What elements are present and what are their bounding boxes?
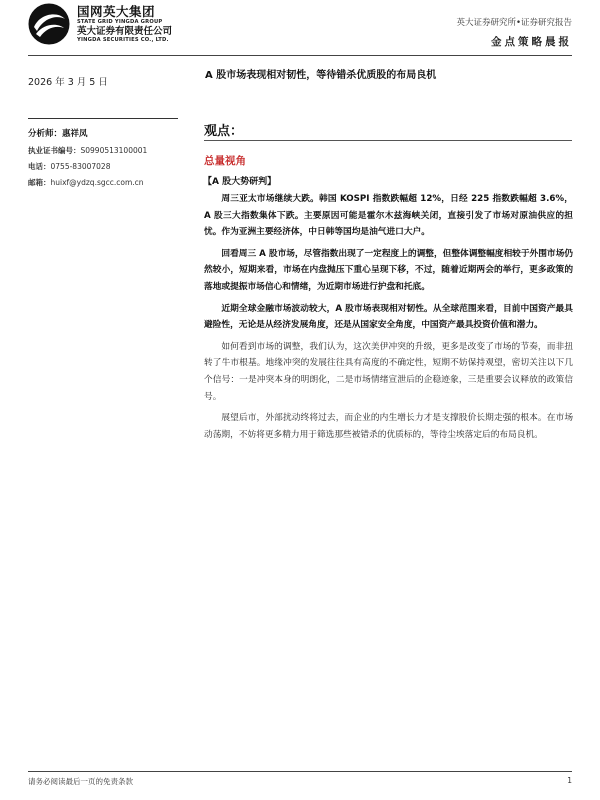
email-label: 邮箱： <box>28 178 51 187</box>
cert-number <box>28 145 147 156</box>
institute-label: 英大证券研究所•证券研究报告 <box>456 18 572 28</box>
report-body <box>204 191 573 448</box>
cert-value: S0990513100001 <box>80 146 148 155</box>
phone <box>28 161 110 172</box>
logo-group-name: 国网英大集团 <box>77 4 156 19</box>
paragraph: 如何看到市场的调整，我们认为，这次美伊冲突的升级，更多是改变了市场的节奏，而非扭转了牛市根基。地缘冲突的发展往往具有高度的不确定性，短期不妨保持观望，密切关注以下几个信号：一是冲突本身的明朗化，二是市场情绪宣泄后的企稳迹象，三是重要会议释放的政策信号。 <box>204 341 573 402</box>
section-heading: 总量视角 <box>204 155 246 167</box>
subheading: 【A 股大势研判】 <box>203 177 277 187</box>
logo-company-name: 英大证券有限责任公司 <box>77 26 173 37</box>
paragraph: 展望后市，外部扰动终将过去，而企业的内生增长力才是支撑股价长期走强的根本。在市场动荡期，不妨将更多精力用于筛选那些被错杀的优质标的，等待尘埃落定后的布局良机。 <box>204 413 573 440</box>
paragraph: 回看周三 A 股市场，尽管指数出现了一定程度上的调整，但整体调整幅度相较于外围市场仍然较小，短期来看，市场在内盘抛压下重心呈现下移，不过，随着近期两会的举行，更多政策的落地或提振市场信心和情绪，为近期市场进行护盘和托底。 <box>204 248 573 292</box>
email-value[interactable]: huixf@ydzq.sgcc.com.cn <box>50 178 144 187</box>
page-number: 1 <box>567 776 572 785</box>
report-date: 2026 年 3 月 5 日 <box>28 77 108 88</box>
disclaimer-note: 请务必阅读最后一页的免责条款 <box>28 777 133 786</box>
analyst-name: 分析师：惠祥凤 <box>28 129 88 139</box>
phone-value: 0755-83007028 <box>50 162 111 171</box>
logo-group-name-en: STATE GRID YINGDA GROUP <box>77 19 163 25</box>
company-logo <box>28 3 228 45</box>
header-divider <box>28 55 572 56</box>
cert-label: 执业证书编号： <box>28 146 81 155</box>
footer-divider <box>28 771 572 772</box>
left-divider <box>28 118 178 119</box>
paragraph: 周三亚太市场继续大跌。韩国 KOSPI 指数跌幅超 12%，日经 225 指数跌幅超 3.6%，A 股三大指数集体下跌。主要原因可能是霍尔木兹海峡关闭，直接引发了市场对原油供应的担忧。作为亚洲主要经济体，中日韩等国均是油气进口大户。 <box>204 194 573 238</box>
report-title: A 股市场表现相对韧性，等待错杀优质股的布局良机 <box>205 70 437 81</box>
email <box>28 177 144 188</box>
state-grid-logo-icon <box>28 3 70 45</box>
logo-company-name-en: YINGDA SECURITIES CO., LTD. <box>77 37 169 43</box>
views-divider <box>204 140 572 141</box>
views-heading: 观点： <box>204 124 244 139</box>
phone-label: 电话： <box>28 162 51 171</box>
report-type: 金点策略晨报 <box>491 36 572 48</box>
paragraph: 近期全球金融市场波动较大，A 股市场表现相对韧性。从全球范围来看，目前中国资产最具避险性，无论是从经济发展角度，还是从国家安全角度，中国资产最具投资价值和潜力。 <box>204 303 573 331</box>
